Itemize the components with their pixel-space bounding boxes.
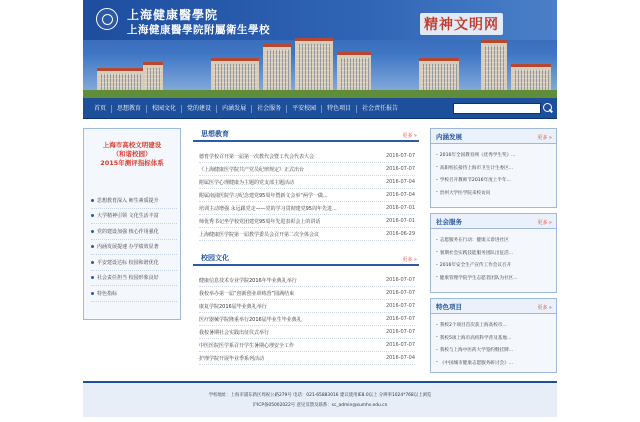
news-list-ideological-education <box>199 150 415 241</box>
site-footer <box>83 381 557 417</box>
news-title[interactable]: 中医医院医学系召开学生暑期心理安全工作 <box>199 342 295 349</box>
school-name[interactable]: 上海健康醫學院 <box>127 8 219 22</box>
campus-building-image <box>481 40 507 96</box>
main-nav <box>83 98 557 119</box>
site-title: 精神文明网 <box>420 13 503 35</box>
bullet-icon <box>91 230 94 233</box>
news-date: 2016-07-04 <box>385 355 415 361</box>
news-row[interactable] <box>199 163 415 176</box>
box-list <box>436 234 553 284</box>
box-title[interactable]: 内涵发展 <box>436 133 462 141</box>
right-box-featured-projects <box>430 298 557 373</box>
main-content <box>193 128 419 373</box>
news-title[interactable]: 医疗器械学院隆重举行2016届毕业生毕业典礼 <box>199 316 302 323</box>
box-list <box>436 319 553 369</box>
list-item[interactable] <box>91 286 177 302</box>
list-item-label: 思想教育深入 师生素质提升 <box>97 197 159 204</box>
list-item[interactable]: · 我校5项上海市高校科学普及基地... <box>436 332 553 345</box>
list-item[interactable] <box>91 193 177 209</box>
box-title[interactable]: 社会服务 <box>436 218 462 226</box>
news-title[interactable]: 附属南浦医院学习纪念建党95周年暨新文会举“两学一做... <box>199 192 328 199</box>
nav-social-service[interactable]: 社会服务 <box>257 105 282 112</box>
news-row[interactable] <box>199 202 415 215</box>
news-title[interactable]: 师优秀书记坐学校党团建党95周年先进表彰会上的讲话 <box>199 218 321 225</box>
news-date: 2016-07-07 <box>385 303 415 309</box>
evaluation-index-list <box>91 193 177 302</box>
list-item[interactable]: · 2016年安全生产宣传工作会议召开 <box>436 259 553 272</box>
nav-featured-projects[interactable]: 特色项目 <box>327 105 352 112</box>
news-date: 2016-06-29 <box>385 231 415 237</box>
news-list-campus-culture <box>199 274 415 365</box>
box-header <box>431 214 556 229</box>
footer-icp: 沪ICP备05002022号 意见反馈及联系：sc_admin@sumhs.edu.cn <box>252 403 388 408</box>
evaluation-index-panel <box>83 128 181 320</box>
campus-building-image <box>263 44 291 96</box>
section-header-campus-culture <box>193 252 419 266</box>
nav-home[interactable]: 首页 <box>94 105 107 112</box>
news-date: 2016-07-07 <box>385 153 415 159</box>
campus-building-image <box>295 38 333 96</box>
news-date: 2016-07-07 <box>385 277 415 283</box>
news-title[interactable]: 培训主动增强 永远跟党走——党的学习贯彻建党95周年先进... <box>199 205 337 212</box>
news-date: 2016-07-07 <box>385 316 415 322</box>
list-item[interactable]: · 暑期社会实践技能服务团队出征活... <box>436 247 553 260</box>
search-icon[interactable] <box>542 102 554 115</box>
affiliated-school-name: 上海健康醫學院附屬衛生學校 <box>127 24 270 36</box>
nav-campus-culture[interactable]: 校园文化 <box>152 105 177 112</box>
campus-lawn <box>83 90 557 98</box>
section-title[interactable]: 思想教育 <box>201 130 229 138</box>
evaluation-index-title[interactable] <box>84 129 180 183</box>
list-item[interactable]: · 2016年全国教育网《优秀学生奖》... <box>436 149 553 162</box>
title-line: 上海市高校文明建设 <box>102 141 162 149</box>
list-item[interactable]: · 我校2个项目首次获上海高校市... <box>436 319 553 332</box>
news-date: 2016-07-01 <box>385 218 415 224</box>
list-item[interactable]: · 志愿服务在行动：健康义诊进社区 <box>436 234 553 247</box>
news-title[interactable]: 我校暑期社会实践出征仪式举行 <box>199 329 270 336</box>
list-item[interactable] <box>91 271 177 287</box>
list-item[interactable]: · 《中国城市健康志愿服务研讨会》... <box>436 357 553 370</box>
nav-party-building[interactable]: 党的建设 <box>187 105 212 112</box>
more-link[interactable]: 更多 » <box>402 256 417 263</box>
section-header-ideological-education <box>193 128 419 142</box>
bullet-icon <box>91 199 94 202</box>
more-link[interactable]: 更多 » <box>402 132 417 139</box>
title-line: 2015年测评指标体系 <box>100 159 164 167</box>
search-input[interactable] <box>453 103 541 114</box>
bullet-icon <box>91 261 94 264</box>
site-header <box>83 0 557 98</box>
news-row[interactable] <box>199 274 415 287</box>
news-row[interactable] <box>199 313 415 326</box>
list-item[interactable] <box>91 224 177 240</box>
list-item[interactable] <box>91 240 177 256</box>
list-item-label: 特色指标 <box>97 290 118 297</box>
bullet-icon <box>91 292 94 295</box>
news-row[interactable] <box>199 150 415 163</box>
box-header <box>431 299 556 314</box>
news-row[interactable] <box>199 189 415 202</box>
nav-safe-campus[interactable]: 平安校园 <box>292 105 317 112</box>
news-date: 2016-07-07 <box>385 290 415 296</box>
news-date: 2016-07-07 <box>385 166 415 172</box>
news-row[interactable] <box>199 300 415 313</box>
news-date: 2016-07-04 <box>385 179 415 185</box>
list-item-label: 平安建设达标 校园和谐优化 <box>97 259 159 266</box>
list-item-label: 内涵发展提速 办学绩效显著 <box>97 244 159 251</box>
news-title[interactable]: 我校举办第一届“创新创业训练营”圆满结束 <box>199 290 295 297</box>
news-row[interactable] <box>199 352 415 365</box>
box-header <box>431 129 556 144</box>
news-title[interactable]: 上海健康医学院第一届教学委员会召开第二次全体会议 <box>199 231 320 238</box>
list-item-label: 大学精神引领 文化生活丰富 <box>97 213 159 220</box>
list-item[interactable]: · 健康管理学院学生志愿者团队为社区... <box>436 272 553 285</box>
bullet-icon <box>91 214 94 217</box>
nav-items <box>89 98 403 119</box>
school-seal-icon[interactable] <box>96 8 118 30</box>
news-row[interactable] <box>199 215 415 228</box>
news-title[interactable]: 德育学校召开第一届第一次教代会暨工代会代表大会 <box>199 153 315 160</box>
section-title[interactable]: 校园文化 <box>201 254 229 262</box>
list-item-label: 社会责任担当 校园形象良好 <box>97 275 159 282</box>
list-item[interactable]: · 我校与上海中医药大学签约暨挂牌... <box>436 344 553 357</box>
more-link[interactable]: 更多 » <box>537 134 552 141</box>
news-title[interactable]: 健康信息技术专业学院2016年毕业典礼举行 <box>199 277 297 284</box>
nav-social-responsibility-report[interactable]: 社会责任报告 <box>362 105 399 112</box>
news-row[interactable] <box>199 228 415 241</box>
box-title[interactable]: 特色项目 <box>436 303 462 311</box>
news-title[interactable]: 康复学院2016届毕业典礼举行 <box>199 303 267 310</box>
news-row[interactable] <box>199 339 415 352</box>
footer-address: 学校地址：上海市浦东新区周祝公路279号 电话：021-65883016 建议使用IE8.0以上 分辨率1024*768以上浏览 <box>208 393 432 398</box>
news-row[interactable] <box>199 176 415 189</box>
news-row[interactable] <box>199 287 415 300</box>
list-item[interactable]: · 高职校长接待上海市卫生计生委区... <box>436 162 553 175</box>
right-box-connotative-development <box>430 128 557 208</box>
news-title[interactable]: 《上海健康医学院共产党员纪律规定》正式出台 <box>199 166 305 173</box>
box-list <box>436 149 553 199</box>
news-row[interactable] <box>199 326 415 339</box>
news-title[interactable]: 附属医学心理健康为主题的党支部主题活动 <box>199 179 295 186</box>
list-item-label: 党的建设加强 核心作用强化 <box>97 228 159 235</box>
news-date: 2016-07-07 <box>385 342 415 348</box>
news-date: 2016-07-04 <box>385 192 415 198</box>
more-link[interactable]: 更多 » <box>537 304 552 311</box>
news-date: 2016-07-07 <box>385 329 415 335</box>
bullet-icon <box>91 245 94 248</box>
list-item[interactable]: · 贵州大学医学院来校访问 <box>436 187 553 200</box>
more-link[interactable]: 更多 » <box>537 219 552 226</box>
right-box-social-service <box>430 213 557 293</box>
list-item[interactable] <box>91 209 177 225</box>
news-title[interactable]: 护理学院开展毕业季系列活动 <box>199 355 265 362</box>
list-item[interactable] <box>91 255 177 271</box>
nav-ideological-education[interactable]: 思想教育 <box>117 105 142 112</box>
bullet-icon <box>91 276 94 279</box>
news-date: 2016-07-01 <box>385 205 415 211</box>
nav-connotative-development[interactable]: 内涵发展 <box>222 105 247 112</box>
title-line: （和谐校园） <box>112 150 152 158</box>
list-item[interactable]: · 学校召开教师节2016年度上半年... <box>436 174 553 187</box>
